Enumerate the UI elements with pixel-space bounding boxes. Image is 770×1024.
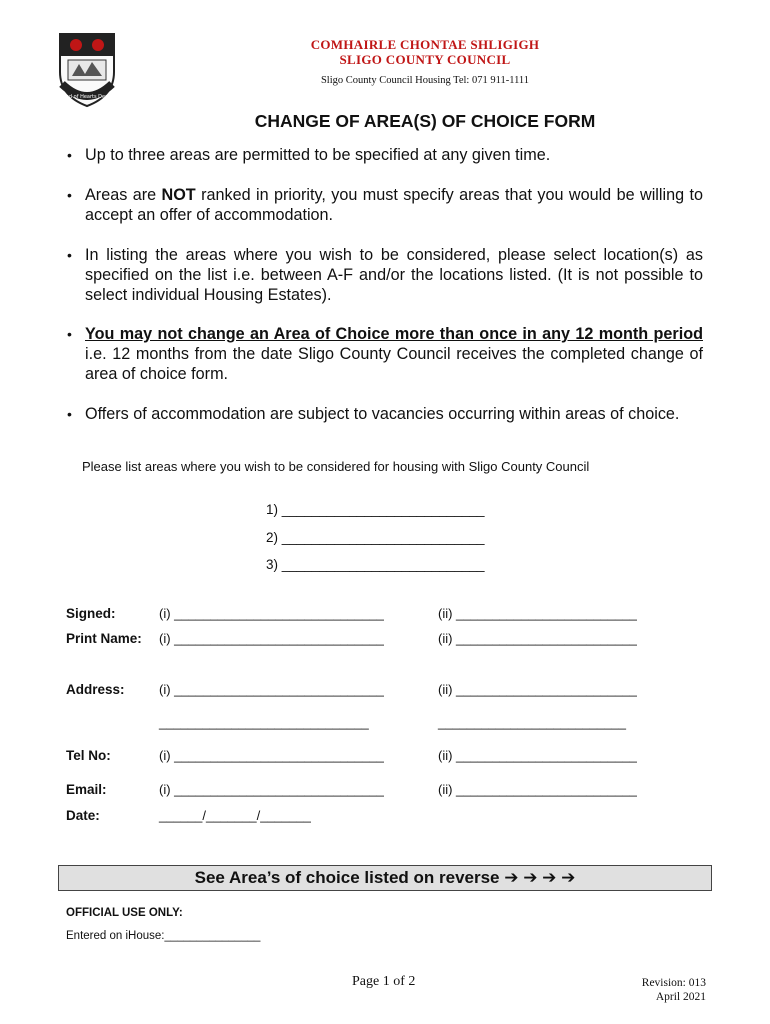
email-label: Email: (66, 782, 107, 797)
address-i-line2-field[interactable]: _____________________________ (159, 715, 369, 730)
area-choice-1-field[interactable]: 1) ___________________________ (266, 502, 485, 517)
area-choice-2-field[interactable]: 2) ___________________________ (266, 530, 485, 545)
signed-ii-field[interactable]: (ii) _________________________ (438, 606, 637, 621)
page-title: CHANGE OF AREA(S) OF CHOICE FORM (254, 111, 596, 131)
bullet-not-ranked: • Areas are NOT ranked in priority, you must specify areas that you would be willing to accept an offer of accommodation. (85, 185, 703, 225)
signed-label: Signed: (66, 606, 116, 621)
email-ii-field[interactable]: (ii) _________________________ (438, 782, 637, 797)
tel-ii-field[interactable]: (ii) _________________________ (438, 748, 637, 763)
page-number: Page 1 of 2 (352, 974, 416, 989)
bullet-offers: • Offers of accommodation are subject to vacancies occurring within areas of choice. (85, 404, 703, 424)
date-field[interactable]: ______/_______/_______ (159, 808, 311, 823)
bullet-listing-areas: • In listing the areas where you wish to be considered, please select location(s) as specified on the list i.e. between A-F and/or the locations listed. (It is not possible to select individual Housing Estates). (85, 245, 703, 305)
address-ii-field[interactable]: (ii) _________________________ (438, 682, 637, 697)
print-name-i-field[interactable]: (i) _____________________________ (159, 631, 384, 646)
entered-ihouse-field[interactable]: Entered on iHouse:_______________ (66, 930, 261, 942)
address-label: Address: (66, 682, 125, 697)
tel-i-field[interactable]: (i) _____________________________ (159, 748, 384, 763)
revision-date: April 2021 (655, 991, 706, 1003)
tel-label: Tel No: (66, 748, 111, 763)
signed-i-field[interactable]: (i) _____________________________ (159, 606, 384, 621)
address-ii-line2-field[interactable]: __________________________ (438, 715, 626, 730)
bullet-three-areas: • Up to three areas are permitted to be specified at any given time. (85, 145, 703, 165)
email-i-field[interactable]: (i) _____________________________ (159, 782, 384, 797)
bullet-change-limit: • You may not change an Area of Choice more than once in any 12 month period i.e. 12 months from the date Sligo County Council receives the completed change of area of choice form. (85, 324, 703, 384)
print-name-ii-field[interactable]: (ii) _________________________ (438, 631, 637, 646)
print-name-label: Print Name: (66, 631, 142, 646)
official-use-heading: OFFICIAL USE ONLY: (66, 907, 183, 919)
svg-text:Land of Hearts Desire: Land of Hearts Desire (59, 94, 115, 100)
council-crest-logo (52, 30, 122, 110)
council-name-irish: COMHAIRLE CHONTAE SHLIGIGH (310, 37, 540, 52)
area-choice-3-field[interactable]: 3) ___________________________ (266, 557, 485, 572)
date-label: Date: (66, 808, 100, 823)
housing-telephone: Sligo County Council Housing Tel: 071 911-1111 (320, 75, 530, 86)
council-name-english: SLIGO COUNTY COUNCIL (339, 52, 511, 67)
see-reverse-banner: See Area’s of choice listed on reverse ➔ ➔ ➔ ➔ (58, 865, 712, 891)
address-i-field[interactable]: (i) _____________________________ (159, 682, 384, 697)
revision-number: Revision: 013 (641, 977, 706, 989)
please-list-instruction: Please list areas where you wish to be considered for housing with Sligo County Council (82, 459, 590, 474)
